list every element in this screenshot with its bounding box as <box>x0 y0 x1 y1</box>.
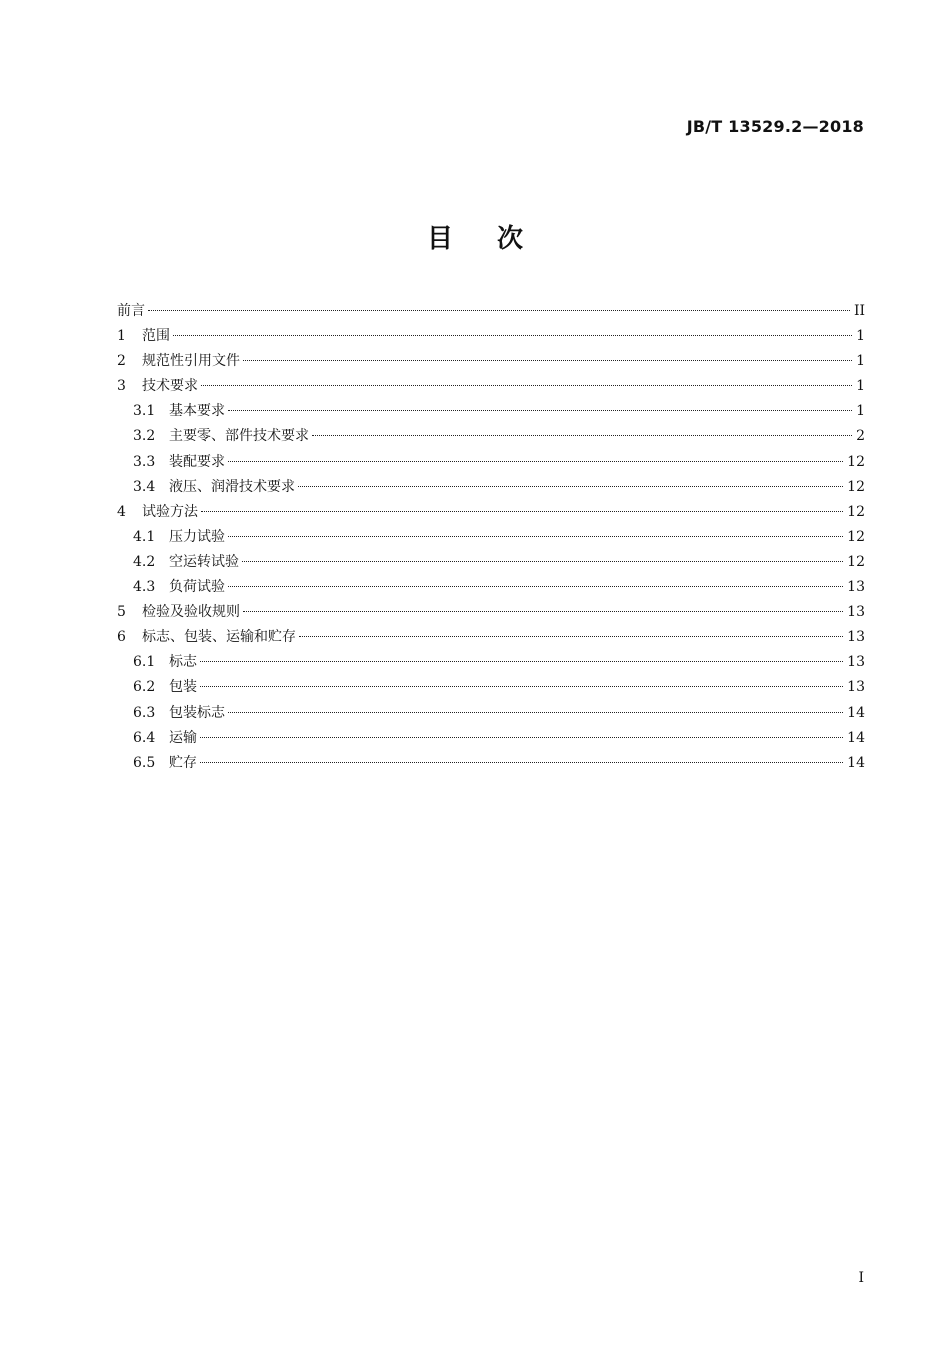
toc-entry-page: 14 <box>847 704 865 721</box>
toc-entry-page: 12 <box>847 478 865 495</box>
toc-entry-number: 3.2 <box>133 428 156 445</box>
toc-entry-number: 4.1 <box>133 528 156 545</box>
toc-entry-number: 6.3 <box>133 704 156 721</box>
toc-entry[interactable] <box>117 675 865 700</box>
toc-entry-page: 1 <box>856 403 865 420</box>
toc-entry-page: 14 <box>847 729 865 746</box>
toc-leader-dots <box>298 486 843 487</box>
toc-entry-label: 运输 <box>169 729 197 746</box>
toc-entry[interactable] <box>117 726 865 751</box>
toc-entry-number: 3.4 <box>133 478 156 495</box>
toc-entry-label: 基本要求 <box>169 403 225 420</box>
toc-entry-page: II <box>853 303 865 319</box>
toc-entry-label: 试验方法 <box>142 503 198 520</box>
toc-leader-dots <box>200 737 843 738</box>
toc-leader-dots <box>312 435 852 436</box>
toc-entry-number: 2 <box>117 353 126 370</box>
toc-entry-number: 1 <box>117 328 126 345</box>
toc-leader-dots <box>243 360 852 361</box>
toc-entry-number: 6.5 <box>133 754 156 771</box>
toc-leader-dots <box>243 611 843 612</box>
standard-number: JB/T 13529.2—2018 <box>686 117 864 136</box>
toc-leader-dots <box>228 536 843 537</box>
toc-leader-dots <box>228 461 843 462</box>
toc-leader-dots <box>228 586 843 587</box>
toc-entry-page: 13 <box>847 604 865 621</box>
toc-entry-page: 13 <box>847 654 865 671</box>
page-title: 目次 <box>426 224 567 254</box>
toc-leader-dots <box>173 335 852 336</box>
toc-entry-page: 1 <box>856 353 865 370</box>
toc-leader-dots <box>242 561 843 562</box>
toc-entry-label: 包装标志 <box>169 704 225 721</box>
toc-entry-page: 12 <box>847 528 865 545</box>
toc-entry[interactable] <box>117 424 865 449</box>
toc-entry-label: 液压、润滑技术要求 <box>169 478 295 495</box>
toc-entry-page: 1 <box>856 328 865 345</box>
toc-entry[interactable] <box>117 475 865 500</box>
toc-entry-page: 1 <box>856 378 865 395</box>
toc-entry[interactable] <box>117 600 865 625</box>
toc-entry-label: 装配要求 <box>169 453 225 470</box>
toc-entry-number: 4.3 <box>133 579 156 596</box>
toc-entry-number: 6 <box>117 629 126 646</box>
toc-entry-page: 12 <box>847 553 865 570</box>
toc-entry[interactable] <box>117 701 865 726</box>
toc-entry-number: 3.1 <box>133 403 156 420</box>
toc-entry-number: 5 <box>117 604 126 621</box>
toc-entry-label: 标志、包装、运输和贮存 <box>142 629 296 646</box>
toc-leader-dots <box>228 410 852 411</box>
toc-entry[interactable] <box>117 399 865 424</box>
toc-entry-page: 13 <box>847 629 865 646</box>
toc-entry-label: 压力试验 <box>169 528 225 545</box>
toc-entry-page: 2 <box>856 428 865 445</box>
toc-entry-label: 贮存 <box>169 754 197 771</box>
toc-entry-page: 14 <box>847 754 865 771</box>
toc-entry-label: 检验及验收规则 <box>142 604 240 621</box>
toc-entry[interactable] <box>117 625 865 650</box>
toc-leader-dots <box>148 310 850 311</box>
page-number: I <box>858 1270 864 1286</box>
toc-entry-number: 6.4 <box>133 729 156 746</box>
toc-entry-label: 范围 <box>142 328 170 345</box>
toc-leader-dots <box>200 661 843 662</box>
toc-entry-label: 技术要求 <box>142 378 198 395</box>
toc-entry[interactable] <box>117 650 865 675</box>
toc-entry-label: 标志 <box>169 654 197 671</box>
table-of-contents <box>117 299 865 776</box>
toc-entry-label: 空运转试验 <box>169 553 239 570</box>
toc-entry-number: 3 <box>117 378 126 395</box>
toc-leader-dots <box>200 762 843 763</box>
toc-entry-label: 负荷试验 <box>169 579 225 596</box>
toc-entry-label: 主要零、部件技术要求 <box>169 428 309 445</box>
toc-leader-dots <box>200 686 843 687</box>
toc-entry-label: 前言 <box>117 303 145 319</box>
toc-entry[interactable] <box>117 525 865 550</box>
toc-entry[interactable] <box>117 575 865 600</box>
toc-leader-dots <box>228 712 843 713</box>
toc-entry-page: 13 <box>847 679 865 696</box>
toc-entry[interactable] <box>117 450 865 475</box>
toc-entry[interactable] <box>117 299 865 324</box>
toc-entry[interactable] <box>117 374 865 399</box>
toc-entry-number: 6.1 <box>133 654 156 671</box>
toc-entry[interactable] <box>117 500 865 525</box>
toc-entry[interactable] <box>117 349 865 374</box>
toc-entry-number: 6.2 <box>133 679 156 696</box>
toc-entry[interactable] <box>117 751 865 776</box>
toc-entry[interactable] <box>117 550 865 575</box>
toc-entry-label: 包装 <box>169 679 197 696</box>
toc-entry-number: 4.2 <box>133 553 156 570</box>
toc-entry[interactable] <box>117 324 865 349</box>
toc-entry-number: 3.3 <box>133 453 156 470</box>
toc-entry-page: 13 <box>847 579 865 596</box>
toc-leader-dots <box>201 385 852 386</box>
toc-entry-page: 12 <box>847 503 865 520</box>
toc-entry-label: 规范性引用文件 <box>142 353 240 370</box>
toc-leader-dots <box>299 636 843 637</box>
toc-entry-page: 12 <box>847 453 865 470</box>
toc-leader-dots <box>201 511 843 512</box>
toc-entry-number: 4 <box>117 503 126 520</box>
